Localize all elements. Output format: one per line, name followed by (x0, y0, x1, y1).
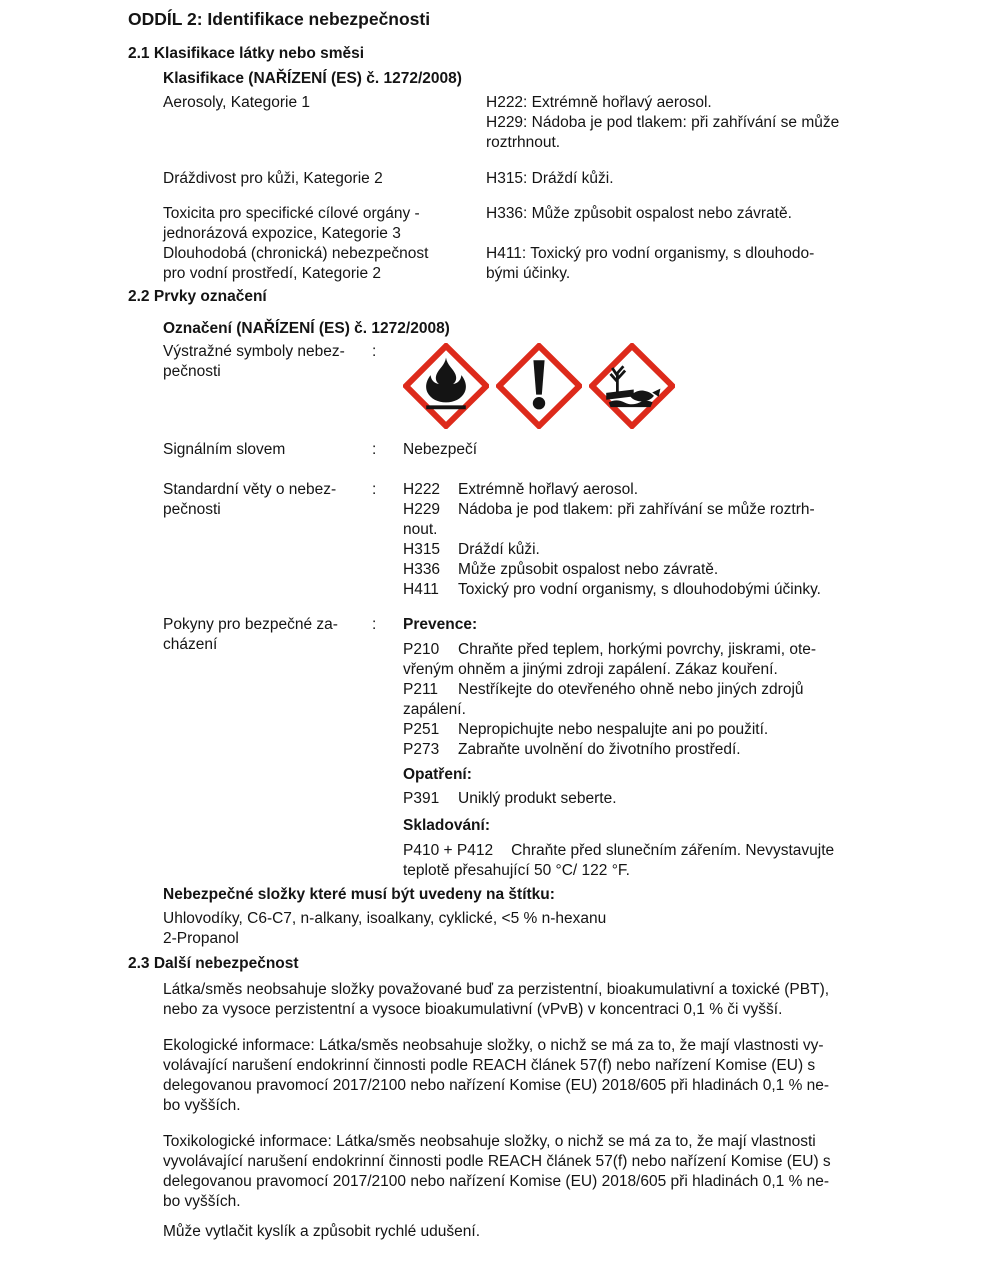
precautionary-label: Pokyny pro bezpečné za- cházení (163, 616, 338, 653)
asphyxiation-note: Může vytlačit kyslík a způsobit rychlé udušení. (163, 1223, 481, 1240)
hazard-code: H411 (403, 581, 439, 598)
classification-row (163, 93, 989, 153)
classification-statements: H336: Může způsobit ospalost nebo závratě. (486, 205, 792, 222)
classification-category: Dráždivost pro kůži, Kategorie 2 (163, 170, 383, 187)
section-title: ODDÍL 2: Identifikace nebezpečnosti (128, 9, 431, 29)
pictogram-group (403, 343, 989, 429)
classification-row (163, 169, 989, 189)
precaution-group-heading: Opatření: (403, 766, 472, 783)
precautionary-statements-row (163, 615, 989, 881)
classification-subheading: Klasifikace (NAŘÍZENÍ (ES) č. 1272/2008) (163, 70, 462, 87)
precaution-statement (403, 841, 989, 881)
label-components-heading: Nebezpečné složky které musí být uvedeny na štítku: (163, 886, 555, 903)
precautionary-list (403, 615, 989, 881)
signal-word-label: Signálním slovem (163, 441, 286, 458)
precaution-text: Nestříkejte do otevřeného ohně nebo jiných zdrojů zapálení. (403, 681, 804, 718)
hazard-statement (403, 580, 989, 600)
hazard-text: Dráždí kůži. (458, 541, 540, 558)
hazard-statements-list (403, 480, 989, 600)
precaution-code: P273 (403, 741, 440, 758)
precaution-group-heading: Prevence: (403, 616, 478, 633)
hazard-statement (403, 480, 989, 500)
precaution-text: Chraňte před slunečním zářením. Nevystavujte teplotě přesahující 50 °C/ 122 °F. (403, 842, 835, 879)
hazard-statement (403, 500, 989, 540)
colon-separator: : (372, 343, 377, 360)
heading-2-1: 2.1 Klasifikace látky nebo směsi (128, 45, 365, 62)
signal-word-value: Nebezpečí (403, 441, 478, 458)
precaution-text: Chraňte před teplem, horkými povrchy, jiskrami, ote- vřeným ohněm a jinými zdroji zapálení. Zákaz kouření. (403, 641, 817, 678)
precaution-group-storage (403, 816, 989, 881)
classification-category: Toxicita pro specifické cílové orgány - jednorázová expozice, Kategorie 3 (163, 205, 420, 242)
precaution-text: Uniklý produkt seberte. (458, 790, 617, 807)
precaution-statement (403, 640, 989, 680)
classification-statements: H222: Extrémně hořlavý aerosol. H229: Nádoba je pod tlakem: při zahřívání se může roztrhnout. (486, 94, 840, 151)
precaution-statement (403, 680, 989, 720)
signal-word-row (163, 440, 989, 460)
exclamation-pictogram-icon (496, 343, 582, 429)
toxicological-information-paragraph: Toxikologické informace: Látka/směs neobsahuje složky, o nichž se má za to, že mají vlastnosti vyvolávající narušení endokrinní činnosti podle REACH článek 57(f) nebo nařízení Komise (EU) s delegovanou pravomocí 2017/2100 nebo nařízení Komise (EU) 2018/605 při hladinách 0,1 % ne- bo vyšších. (163, 1133, 831, 1210)
precaution-code: P211 (403, 681, 439, 698)
hazard-symbols-label: Výstražné symboly nebez- pečnosti (163, 343, 345, 380)
classification-category: Dlouhodobá (chronická) nebezpečnost pro vodní prostředí, Kategorie 2 (163, 245, 429, 282)
precaution-code: P410 + P412 (403, 842, 494, 859)
hazard-code: H229 (403, 501, 441, 518)
pbt-vpvb-paragraph: Látka/směs neobsahuje složky považované buď za perzistentní, bioakumulativní a toxické (PBT), nebo za vysoce perzistentní a vysoce bioakumulativní (vPvB) v koncentraci 0,1 % či vyšší. (163, 981, 830, 1018)
hazard-text: Extrémně hořlavý aerosol. (458, 481, 639, 498)
colon-separator: : (372, 481, 377, 498)
hazard-text: Může způsobit ospalost nebo závratě. (458, 561, 719, 578)
hazard-statements-label: Standardní věty o nebez- pečnosti (163, 481, 337, 518)
hazard-code: H336 (403, 561, 441, 578)
precaution-text: Nepropichujte nebo nespalujte ani po použití. (458, 721, 769, 738)
precaution-group-response (403, 765, 989, 809)
precaution-statement (403, 789, 989, 809)
hazard-code: H222 (403, 481, 441, 498)
labelling-subheading: Označení (NAŘÍZENÍ (ES) č. 1272/2008) (163, 320, 450, 337)
colon-separator: : (372, 441, 377, 458)
classification-row (163, 204, 989, 244)
hazard-statements-row (163, 480, 989, 600)
classification-statements: H315: Dráždí kůži. (486, 170, 614, 187)
colon-separator: : (372, 616, 377, 633)
hazard-symbols-row (163, 342, 989, 429)
hazard-text: Toxický pro vodní organismy, s dlouhodobými účinky. (458, 581, 821, 598)
precaution-group-prevention (403, 615, 989, 760)
precaution-group-heading: Skladování: (403, 817, 490, 834)
precaution-code: P251 (403, 721, 440, 738)
environment-pictogram-icon (589, 343, 675, 429)
precaution-text: Zabraňte uvolnění do životního prostředí. (458, 741, 741, 758)
hazard-statement (403, 540, 989, 560)
classification-category: Aerosoly, Kategorie 1 (163, 94, 311, 111)
hazard-text: Nádoba je pod tlakem: při zahřívání se může roztrh- nout. (403, 501, 815, 538)
ecological-information-paragraph: Ekologické informace: Látka/směs neobsahuje složky, o nichž se má za to, že mají vlastnosti vy- volávající narušení endokrinní činnosti podle REACH článek 57(f) nebo nařízení Komise (EU) s delegovanou pravomocí 2017/2100 nebo nařízení Komise (EU) 2018/605 při hladinách 0,1 % ne- bo vyšších. (163, 1037, 830, 1114)
precaution-code: P391 (403, 790, 440, 807)
heading-2-3: 2.3 Další nebezpečnost (128, 955, 299, 972)
label-components-list: Uhlovodíky, C6-C7, n-alkany, isoalkany, cyklické, <5 % n-hexanu 2-Propanol (163, 910, 607, 947)
classification-row (163, 244, 989, 284)
hazard-code: H315 (403, 541, 441, 558)
flame-pictogram-icon (403, 343, 489, 429)
precaution-code: P210 (403, 641, 440, 658)
precaution-statement (403, 720, 989, 740)
precaution-statement (403, 740, 989, 760)
hazard-statement (403, 560, 989, 580)
classification-statements: H411: Toxický pro vodní organismy, s dlouhodo- bými účinky. (486, 245, 815, 282)
heading-2-2: 2.2 Prvky označení (128, 288, 267, 305)
